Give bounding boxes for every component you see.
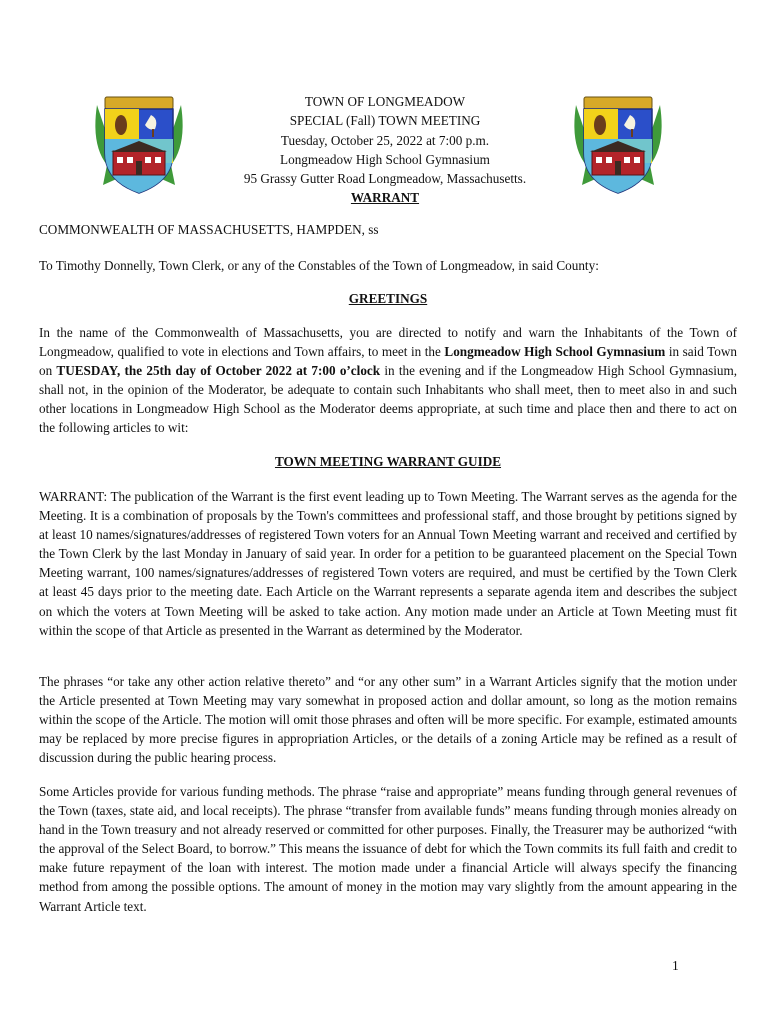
greeting-text-2: in said Town on <box>39 344 737 379</box>
header-date: Tuesday, October 25, 2022 at 7:00 p.m. <box>280 132 490 148</box>
greeting-date-bold: TUESDAY, the 25th day of October 2022 at 7:00 o’clock <box>56 363 381 379</box>
header-town: TOWN OF LONGMEADOW <box>304 94 466 109</box>
greeting-paragraph <box>39 323 737 438</box>
greetings-heading: GREETINGS <box>348 291 428 306</box>
greeting-location-bold: Longmeadow High School Gymnasium <box>444 344 666 360</box>
guide-paragraph-funding: Some Articles provide for various funding methods. The phrase “raise and appropriate” means funding through general revenues of the Town (taxes, state aid, and local receipts). The phrase “transfer from available funds” means funding through monies already on hand in the Town treasury and not already reserved or committed for other purposes. Finally, the Treasurer may be authorized “with the approval of the Select Board, to borrow.” This means the issuance of debt for which the Town commits its full faith and credit to make future repayment of the loan with interest. The motion made under a financial Article will always specify the financing method from among the possible options. The amount of money in the motion may vary slightly from the amount appearing in the Warrant Article text. <box>39 784 737 914</box>
guide-paragraph-phrases: The phrases “or take any other action relative thereto” and “or any other sum” in a Warrant Articles signify that the motion under the Article presented at Town Meeting may vary somewhat in proposed action and dollar amount, so long as the motion remains within the scope of the Article. The motion will omit those phrases and often will be more specific. For example, estimated amounts may be replaced by more precise figures in appropriation Articles, or the details of a zoning Article may be refined as a result of discussion during the public hearing process. <box>39 674 737 766</box>
header-address: 95 Grassy Gutter Road Longmeadow, Massachusetts. <box>243 171 527 187</box>
page-number: 1 <box>672 958 679 973</box>
guide-heading: TOWN MEETING WARRANT GUIDE <box>274 454 502 469</box>
document-header <box>215 92 555 208</box>
header-location: Longmeadow High School Gymnasium <box>280 151 490 167</box>
guide-paragraph-warrant: WARRANT: The publication of the Warrant is the first event leading up to Town Meeting. The Warrant serves as the agenda for the Meeting. It is a combination of proposals by the Town's committees and professional staff, and those brought by petitions signed by at least 10 names/signatures/addresses of registered Town voters for an Annual Town Meeting warrant and received and certified by the Town Clerk by the last Monday in January of said year. In order for a petition to be guaranteed placement on the Special Town Meeting warrant, 100 names/signatures/addresses of registered Town voters are required, and must be certified by the Town Clerk at least 45 days prior to the meeting date. Each Article on the Warrant represents a separate agenda item and describes the subject on which the voters at Town Meeting will be asked to take action. Any motion made under an Article at Town Meeting must fit within the scope of that Article as presented in the Warrant as determined by the Moderator. <box>39 489 737 638</box>
header-meeting: SPECIAL (Fall) TOWN MEETING <box>289 113 481 129</box>
town-seal-left-icon <box>93 95 185 195</box>
addressee-line: To Timothy Donnelly, Town Clerk, or any of the Constables of the Town of Longmeadow, in said County: <box>39 258 599 273</box>
document-title: WARRANT <box>350 190 420 206</box>
greeting-text-3: in the evening and if the Longmeadow High School Gymnasium, shall not, in the opinion of the Moderator, be adequate to contain such Inhabitants who shall meet, then to meet also in and such other locations in Longmeadow High School as the Moderator deems appropriate, at such time and place then and there to act on the following articles to wit: <box>39 363 738 436</box>
town-seal-right-icon <box>572 95 664 195</box>
commonwealth-line: COMMONWEALTH OF MASSACHUSETTS, HAMPDEN, ss <box>39 222 379 237</box>
greeting-text-1: In the name of the Commonwealth of Massachusetts, you are directed to notify and warn the Inhabitants of the Town of Longmeadow, qualified to vote in elections and Town affairs, to meet in the <box>39 325 737 360</box>
